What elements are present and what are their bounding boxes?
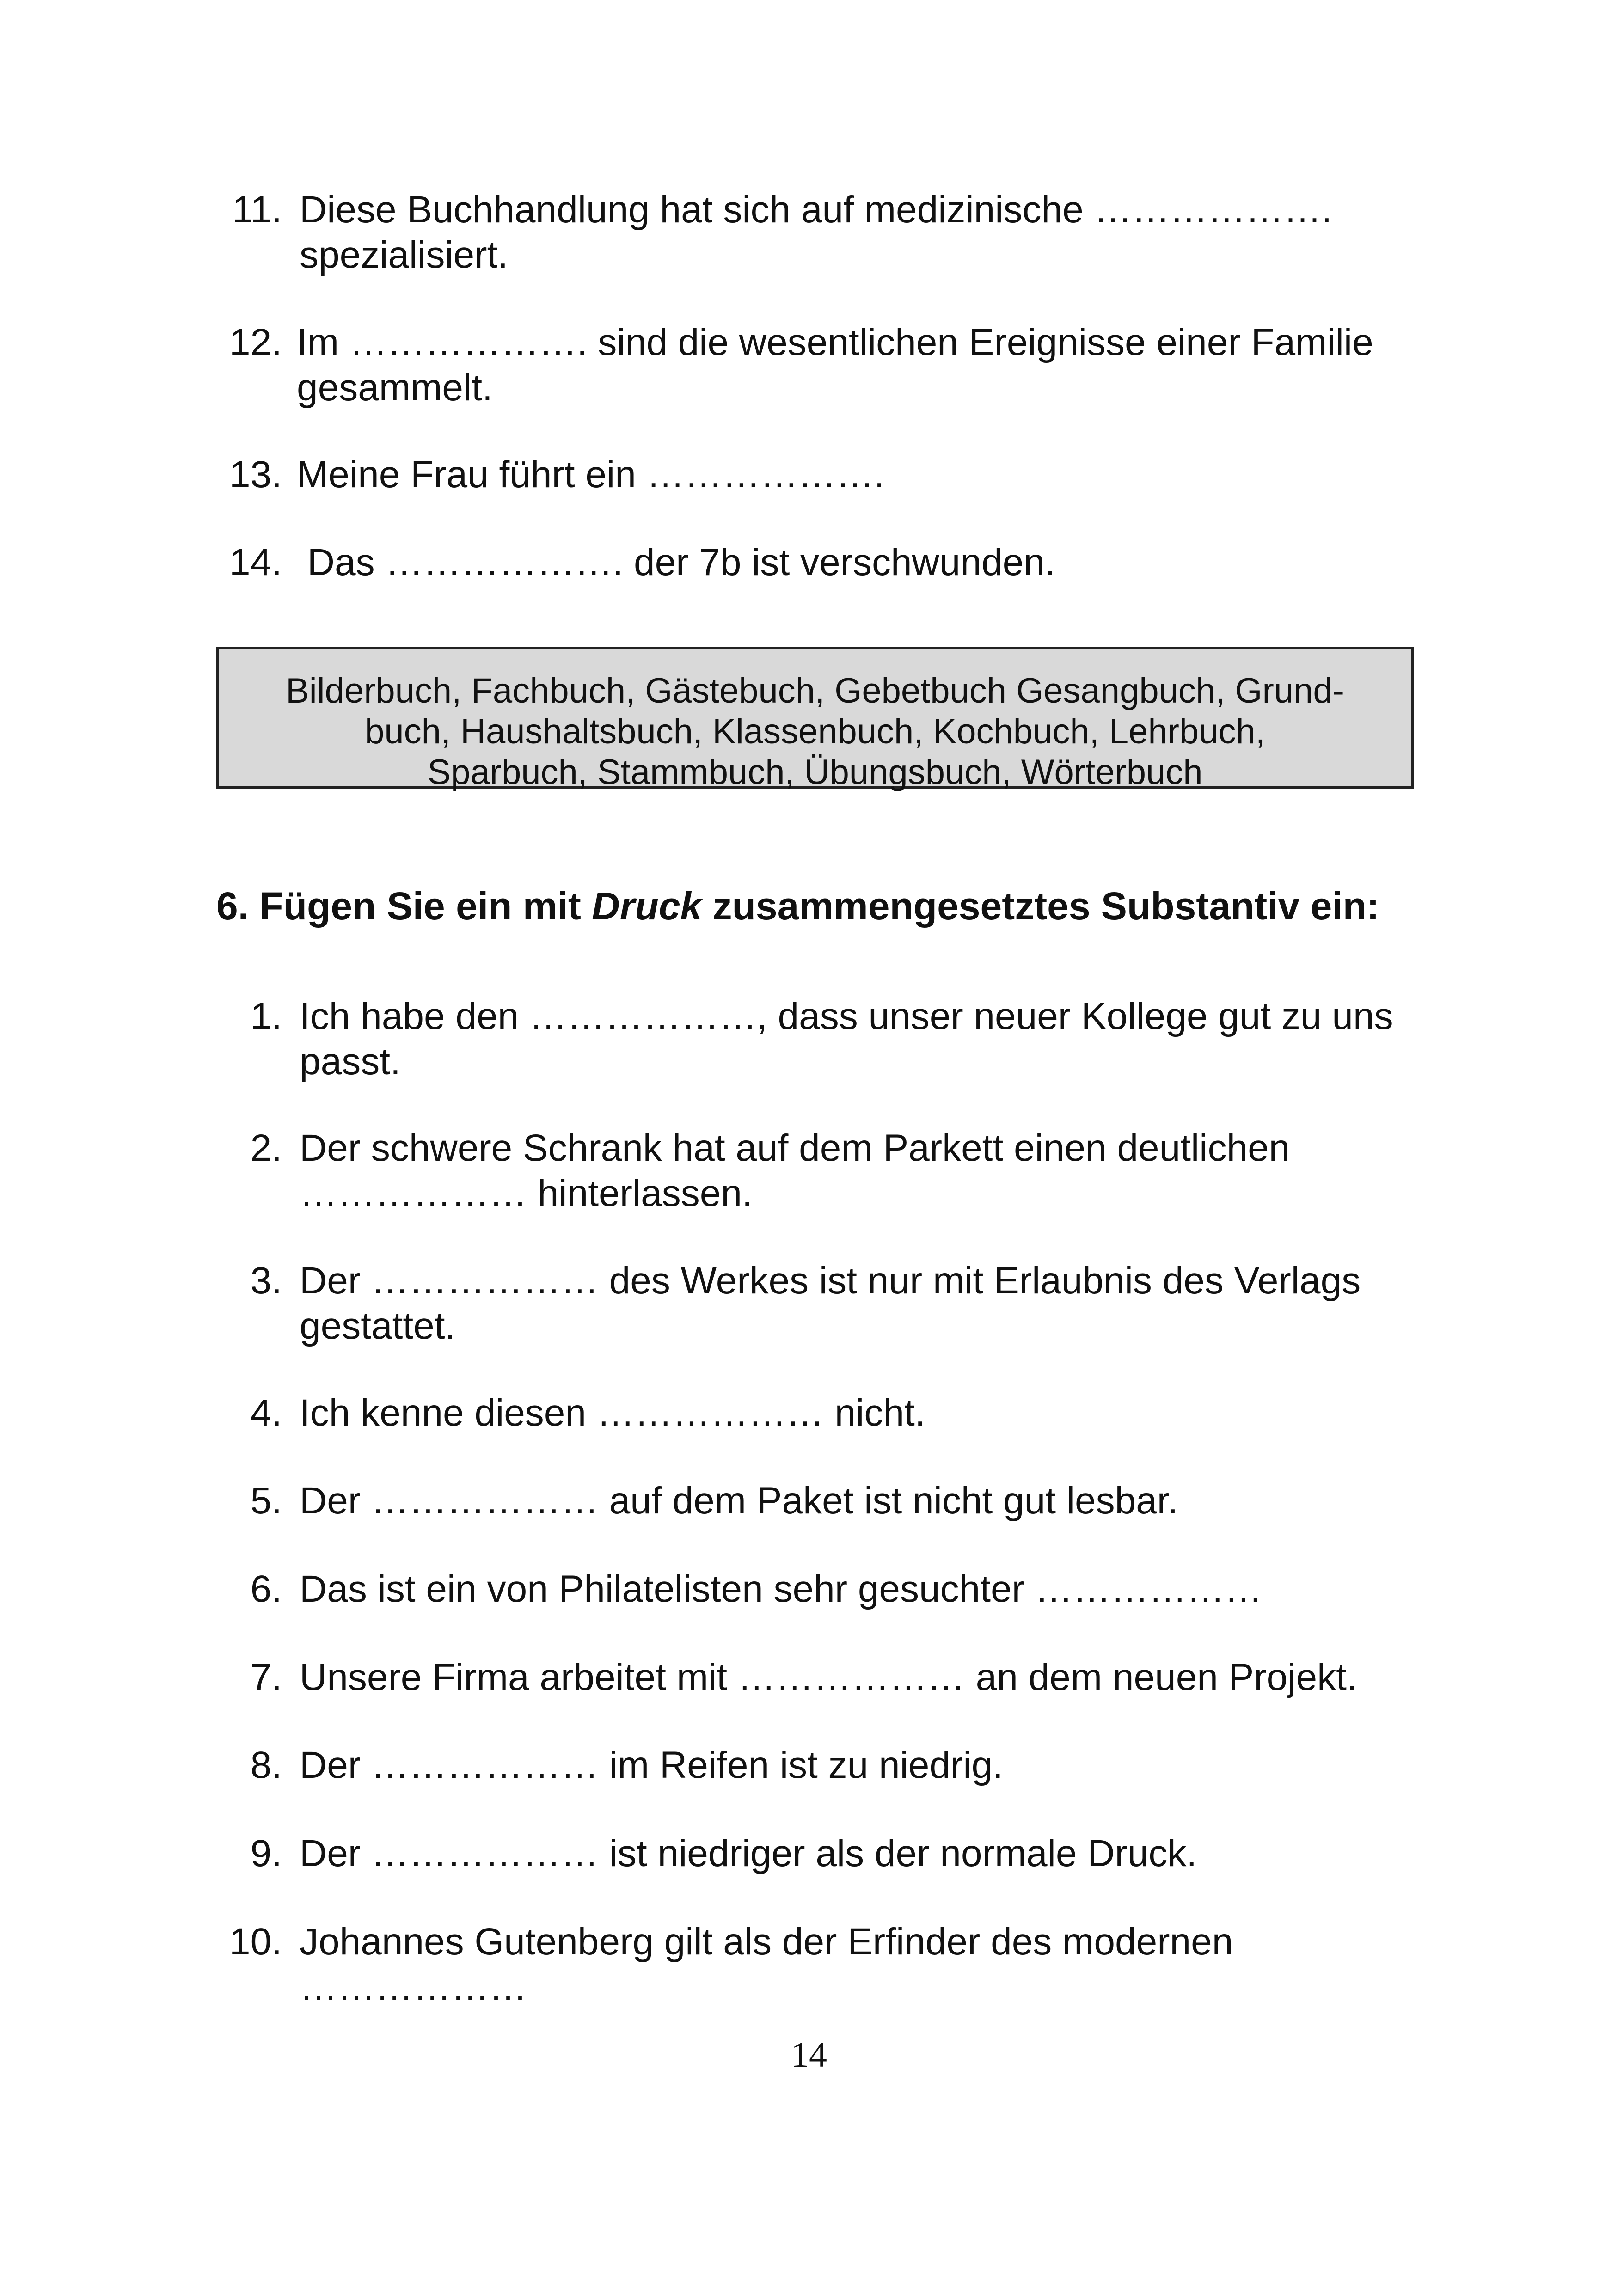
- section-heading: [216, 883, 1379, 929]
- item-number: 13.: [229, 453, 282, 496]
- item-number: 7.: [250, 1656, 282, 1698]
- word-bank-box: [216, 647, 1414, 792]
- item-number: 1.: [250, 995, 282, 1037]
- heading-suffix: zusammengesetztes Substantiv ein:: [702, 884, 1379, 928]
- item-text: Der schwere Schrank hat auf dem Parkett einen deutlichen ……………… hinterlassen.: [300, 1127, 1301, 1214]
- item-text: Der ……………… ist niedriger als der normale Druck.: [300, 1832, 1197, 1874]
- page-number: 14: [791, 2034, 827, 2075]
- item-number: 9.: [250, 1832, 282, 1874]
- item-number: 10.: [229, 1921, 282, 1963]
- item-number: 3.: [250, 1260, 282, 1302]
- item-number: 6.: [250, 1568, 282, 1610]
- item-text: Diese Buchhandlung hat sich auf medizinische ………………. spezialisiert.: [300, 189, 1343, 276]
- item-text: Ich habe den ………………, dass unser neuer Kollege gut zu uns passt.: [300, 995, 1404, 1083]
- item-number: 2.: [250, 1127, 282, 1169]
- item-text: Johannes Gutenberg gilt als der Erfinder des modernen ………………: [300, 1921, 1244, 2008]
- item-number: 14.: [229, 541, 282, 583]
- heading-prefix: 6. Fügen Sie ein mit: [216, 884, 592, 928]
- item-text: Im ………………. sind die wesentlichen Ereignisse einer Familie gesammelt.: [297, 321, 1384, 409]
- item-number: 8.: [250, 1744, 282, 1786]
- item-number: 12.: [229, 321, 282, 363]
- item-text: Ich kenne diesen ……………… nicht.: [300, 1392, 925, 1434]
- item-text: Meine Frau führt ein ……………….: [297, 453, 885, 496]
- item-text: Das ………………. der 7b ist verschwunden.: [297, 541, 1055, 583]
- item-text: Der ……………… auf dem Paket ist nicht gut lesbar.: [300, 1480, 1178, 1522]
- heading-emphasis: Druck: [592, 884, 702, 928]
- item-number: 11.: [232, 189, 282, 231]
- word-bank-text: Bilderbuch, Fachbuch, Gästebuch, Gebetbuch Gesangbuch, Grund-buch, Haushaltsbuch, Klassenbuch, Kochbuch, Lehrbuch, Sparbuch, Stammbuch, Übungsbuch, Wörterbuch: [286, 671, 1344, 792]
- item-number: 4.: [250, 1392, 282, 1434]
- item-number: 5.: [250, 1480, 282, 1522]
- item-text: Der ……………… im Reifen ist zu niedrig.: [300, 1744, 1003, 1786]
- item-text: Der ……………… des Werkes ist nur mit Erlaubnis des Verlags gestattet.: [300, 1260, 1371, 1347]
- item-text: Unsere Firma arbeitet mit ……………… an dem neuen Projekt.: [300, 1656, 1357, 1698]
- item-text: Das ist ein von Philatelisten sehr gesuchter ………………: [300, 1568, 1263, 1610]
